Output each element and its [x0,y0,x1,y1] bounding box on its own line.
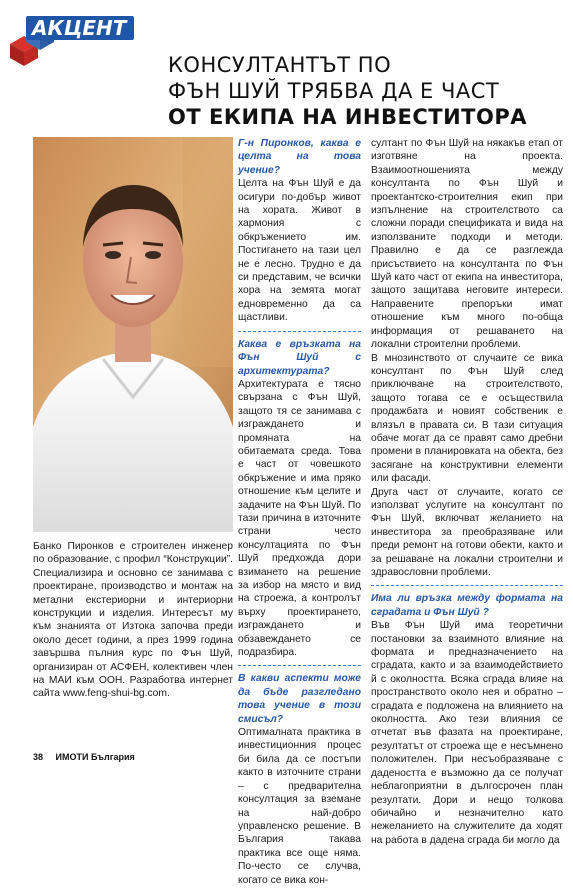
headline-line-3: ОТ ЕКИПА НА ИНВЕСТИТОРА [168,105,527,129]
section-label: АКЦЕНТ [26,16,134,40]
question-3: В какви аспекти може да бъде разгледано това учение в този смисъл? [238,673,361,725]
author-bio-text: Банко Пиронков е строителен инженер по образование, с профил “Конструкции”. Специализира и основно се занимава с проектиране, производство и монтаж на метални екстериорни и интериорни конструкции и изделия. Интересът му към знанията от Изтока започва преди около десет години, а през 1999 година завършва пълния курс по Фън Шуй, организиран от АСФЕН, колективен член на МАИ към ООН. Разработва интернет сайта www.feng-shui-bg.com. [33,541,233,700]
section-divider [371,585,563,586]
answer-3-continued: султант по Фън Шуй на някакъв етап от изготвяне на проекта. Взаимоотношенията между консултанта по Фън Шуй и проектантско-строителния екип при изпълнение на строителството са сложни поради спецификата и вида на използваните подходи и методи. Правилно е да се разглежда присъствието на консултанта по Фън Шуй като част от екипа на инвеститора, защото защитава неговите интереси. Направените препоръки имат отношение към много по-обща информация от решаването на локални строителни проблеми. [371,138,563,351]
page-number: 38 [33,752,44,762]
answer-4: Във Фън Шуй има теоретични постановки за взаимното влияние на формата и предназначението на сградата, както и за взаимодействието й с околността. Всяка сграда влияе на пространството около нея и обратно – сградата е подложена на влиянието на околността. Ако тези влияния се отчетат във фазата на проектиране, резултатът от строежа ще е несъмнено положителен. При несъобразяване с дадеността е възможно да се получат неблагоприятни в дългосрочен план резултати. Дори и нещо толкова обичайно и незначително като нежеланието на служителите да ходят на работа в дадена сграда би могло да [371,620,563,846]
section-logo [4,6,144,70]
headline-line-1: КОНСУЛТАНТЪТ ПО [168,53,392,77]
section-divider [238,665,361,666]
headline-line-2: ФЪН ШУЙ ТРЯБВА ДА Е ЧАСТ [168,79,500,103]
section-divider [238,331,361,332]
portrait-photo [33,137,233,532]
magazine-name: ИМОТИ България [55,752,135,762]
author-bio [33,540,233,701]
question-4: Има ли връзка между формата на сградата и Фън Шуй ? [371,593,563,618]
answer-1: Целта на Фън Шуй е да осигури по-добър живот на хората. Живот в хармония с обкръжението им. Постигането на тази цел не е лесно. Трудно е да си представим, че всички хора на земята могат едновременно да са щастливи. [238,178,361,324]
article-column-2 [371,137,563,853]
article-headline [168,52,563,130]
answer-3-paragraph-2: В мнозинството от случаите се вика консултант по Фън Шуй след приключване на строителството, защото тогава се е осъществила продажбата и новият собственик е влязъл в правата си. В тази ситуация обаче могат да се правят само дребни промени в планировката на обекта, без засягане на конструктивни елементи или фасади. [371,352,563,485]
page-footer [33,752,145,762]
question-1: Г-н Пиронков, каква е целта на това учение? [238,138,361,176]
answer-2: Архитектурата е тясно свързана с Фън Шуй, защото тя се занимава с изграждането и промяната на обитаемата среда. Това е част от човешкото обкръжение и има пряко отношение към целите и задачите на Фън Шуй. По тази причина в източните страни често консултацията по Фън Шуй предхожда дори взимането на решение за избор на място и вид на строежа, а контролът върху проектирането, изграждането и обзавеждането се подразбира. [238,378,361,659]
answer-3-paragraph-3: Друга част от случаите, когато се използват услугите на консултант по Фън Шуй, включват желанието на инвеститора за преобразяване или преди ремонт на готови обекти, както и за решаване на локални строителни и здравословни проблеми. [371,486,563,578]
answer-3: Оптималната практика в инвестиционния процес би била да се постъпи както в източните страни – с предварителна консултация за вземане на най-добро управленско решение. В България такава практика все още няма. По-често се случва, когато се вика кон- [238,727,361,886]
question-2: Каква е връзката на Фън Шуй с архитектурата? [238,338,361,377]
